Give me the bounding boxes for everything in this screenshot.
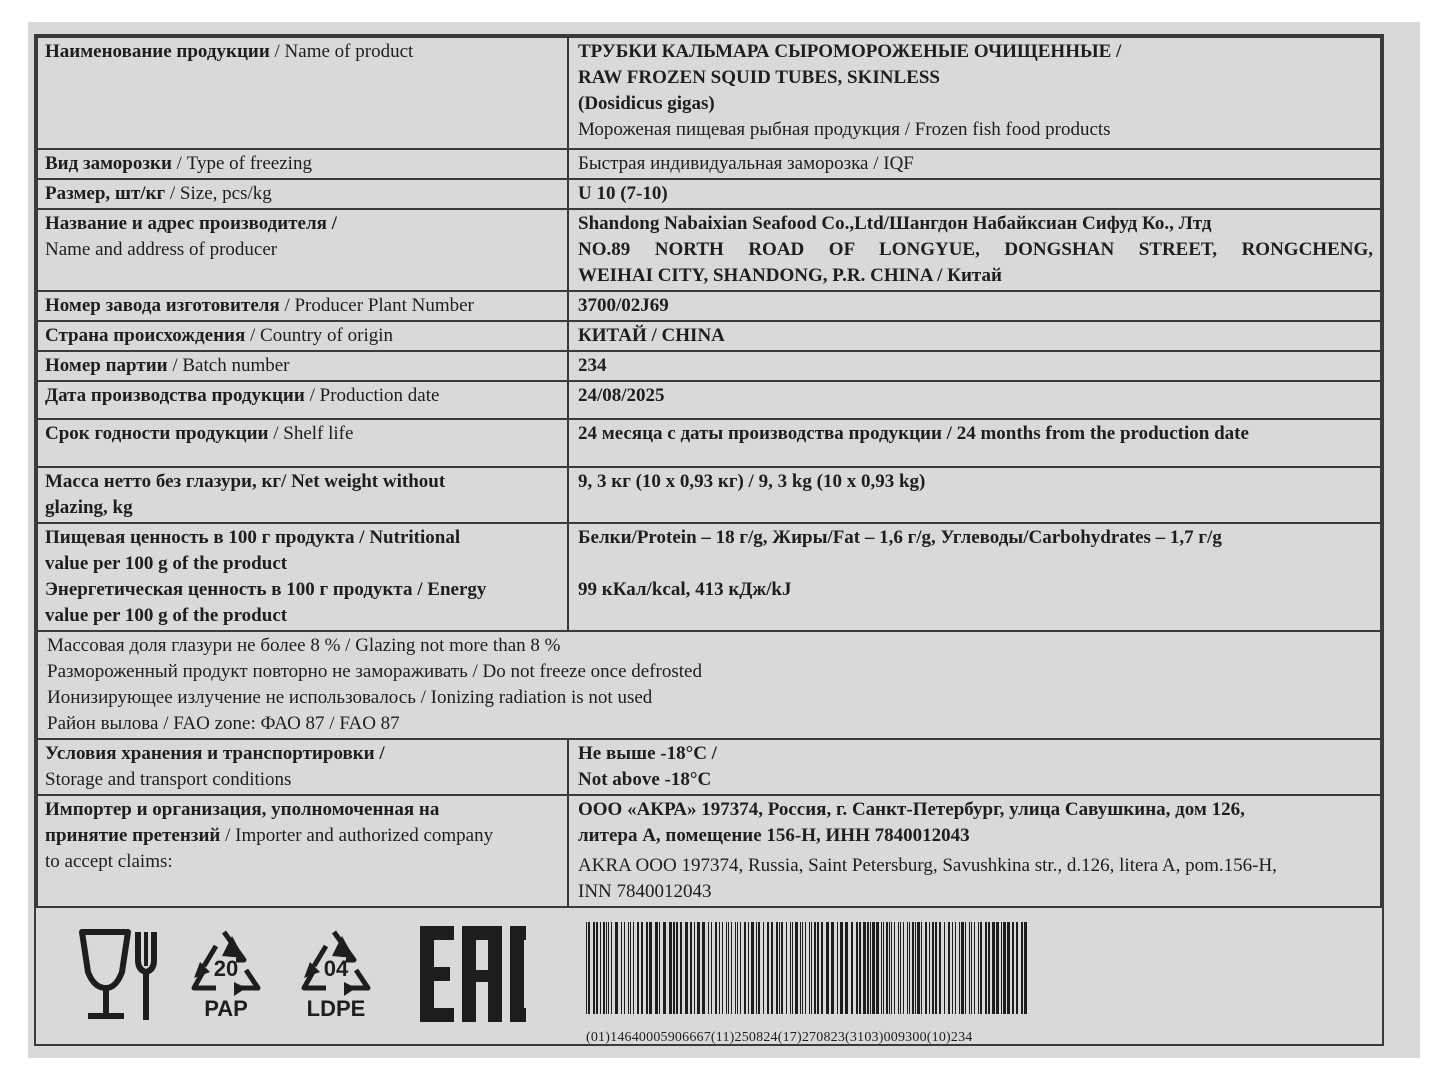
product-label	[34, 34, 1384, 1046]
barcode-bar	[758, 922, 760, 1014]
barcode-bar	[669, 922, 672, 1014]
energy-label-line1: Энергетическая ценность в 100 г продукта / Energy	[45, 579, 487, 600]
barcode-bar	[603, 922, 605, 1014]
barcode-bar	[831, 922, 834, 1014]
producer-label-ru: Название и адрес производителя /	[45, 213, 337, 234]
barcode-bar	[959, 922, 960, 1014]
barcode-bar	[715, 922, 717, 1014]
product-category: Мороженая пищевая рыбная продукция / Frozen fish food products	[578, 119, 1111, 140]
barcode-bar	[894, 922, 895, 1014]
barcode-bar	[588, 922, 590, 1014]
row-production-date	[37, 381, 1381, 419]
barcode-bar	[948, 922, 950, 1014]
row-country	[37, 321, 1381, 351]
barcode-bar	[624, 922, 625, 1014]
shelf-life-label-en: / Shelf life	[268, 423, 354, 444]
nutrition-value: Белки/Protein – 18 г/g, Жиры/Fat – 1,6 г/g, Углеводы/Carbohydrates – 1,7 г/g	[578, 527, 1222, 548]
barcode-bar	[985, 922, 987, 1014]
production-date-label-ru: Дата производства продукции	[45, 385, 305, 406]
importer-ru-line2: литера А, помещение 156-Н, ИНН 7840012043	[578, 825, 970, 846]
barcode-bar	[608, 922, 609, 1014]
barcode-bar	[909, 922, 910, 1014]
barcode-bar	[932, 922, 934, 1014]
row-size	[37, 179, 1381, 209]
importer-label-line2-reg: / Importer and authorized company	[220, 825, 494, 846]
barcode-bar	[978, 922, 979, 1014]
storage-label-ru: Условия хранения и транспортировки /	[45, 743, 385, 764]
row-shelf-life	[37, 419, 1381, 467]
barcode-bar	[898, 922, 899, 1014]
barcode-bar	[702, 922, 705, 1014]
plant-label-en: / Producer Plant Number	[279, 295, 474, 316]
freezing-value: Быстрая индивидуальная заморозка / IQF	[578, 153, 914, 174]
barcode-bar	[655, 922, 658, 1014]
barcode-bar	[925, 922, 927, 1014]
barcode-bar	[697, 922, 700, 1014]
barcode-bar	[719, 922, 720, 1014]
producer-address-line2: WEIHAI CITY, SHANDONG, P.R. CHINA / Китай	[578, 265, 1002, 286]
barcode-bars	[586, 922, 1034, 1014]
barcode-bar	[659, 922, 660, 1014]
importer-label-line3: to accept claims:	[45, 851, 173, 872]
barcode-bar	[805, 922, 806, 1014]
barcode-bar	[939, 922, 941, 1014]
freezing-label-ru: Вид заморозки	[45, 153, 172, 174]
barcode-bar	[593, 922, 595, 1014]
barcode-bar	[735, 922, 736, 1014]
barcode-bar	[630, 922, 631, 1014]
barcode-bar	[840, 922, 843, 1014]
barcode-text: (01)14640005906667(11)250824(17)270823(3103)009300(10)234	[586, 1030, 973, 1045]
note-glazing: Массовая доля глазури не более 8 % / Glazing not more than 8 %	[47, 635, 561, 656]
barcode-bar	[929, 922, 930, 1014]
country-label-en: / Country of origin	[245, 325, 394, 346]
storage-value-en: Not above -18°C	[578, 769, 712, 790]
note-radiation: Ионизирующее излучение не использовалось / Ionizing radiation is not used	[47, 687, 653, 708]
producer-address-line1: NO.89 NORTH ROAD OF LONGYUE, DONGSHAN STREET, RONGCHENG,	[578, 239, 1373, 260]
recycle-ldpe-label: LDPE	[306, 996, 366, 1021]
row-storage	[37, 739, 1381, 795]
eac-mark-icon	[420, 926, 526, 1022]
row-product-name	[37, 37, 1381, 149]
barcode-bar	[903, 922, 904, 1014]
barcode-bar	[628, 922, 629, 1014]
row-batch	[37, 351, 1381, 381]
barcode-bar	[965, 922, 966, 1014]
barcode-bar	[633, 922, 634, 1014]
barcode-bar	[685, 922, 688, 1014]
barcode-bar	[740, 922, 741, 1014]
barcode-bar	[883, 922, 884, 1014]
barcode-bar	[586, 922, 587, 1014]
barcode-bar	[708, 922, 709, 1014]
barcode-bar	[915, 922, 916, 1014]
barcode-bar	[876, 922, 879, 1014]
importer-en-line2: INN 7840012043	[578, 881, 712, 902]
barcode-bar	[859, 922, 861, 1014]
row-notes	[37, 631, 1381, 739]
barcode-bar	[763, 922, 764, 1014]
size-label-ru: Размер, шт/кг	[45, 183, 166, 204]
barcode-bar	[663, 922, 666, 1014]
row-nutrition	[37, 523, 1381, 631]
barcode-bar	[744, 922, 746, 1014]
barcode-bar	[988, 922, 990, 1014]
size-value: U 10 (7-10)	[578, 183, 668, 204]
barcode-bar	[856, 922, 858, 1014]
barcode-bar	[779, 922, 780, 1014]
barcode-bar	[996, 922, 999, 1014]
barcode-bar	[886, 922, 888, 1014]
net-weight-label-line1: Масса нетто без глазури, кг/ Net weight without	[45, 471, 446, 492]
glass-fork-icon	[82, 932, 154, 1020]
barcode-bar	[992, 922, 995, 1014]
barcode-bar	[955, 922, 956, 1014]
barcode-bar	[600, 922, 601, 1014]
importer-label-line1: Импортер и организация, уполномоченная на	[45, 799, 440, 820]
row-importer	[37, 795, 1381, 907]
row-net-weight	[37, 467, 1381, 523]
producer-label-en: Name and address of producer	[45, 239, 278, 260]
product-name-en: RAW FROZEN SQUID TUBES, SKINLESS	[578, 67, 941, 88]
barcode-bar	[900, 922, 901, 1014]
barcode-bar	[814, 922, 816, 1014]
shelf-life-label-ru: Срок годности продукции	[45, 423, 269, 444]
barcode-bar	[776, 922, 778, 1014]
plant-label-ru: Номер завода изготовителя	[45, 295, 280, 316]
barcode-bar	[731, 922, 732, 1014]
barcode-bar	[711, 922, 712, 1014]
barcode-bar	[826, 922, 829, 1014]
barcode-bar	[845, 922, 848, 1014]
barcode-bar	[889, 922, 890, 1014]
barcode-bar	[811, 922, 812, 1014]
barcode-bar	[837, 922, 838, 1014]
barcode-bar	[694, 922, 695, 1014]
barcode-bar	[621, 922, 622, 1014]
barcode-bar	[756, 922, 757, 1014]
barcode-bar	[781, 922, 783, 1014]
barcode-bar	[690, 922, 692, 1014]
barcode-bar	[1016, 922, 1018, 1014]
barcode-bar	[817, 922, 819, 1014]
barcode-bar	[771, 922, 773, 1014]
barcode-bar	[881, 922, 882, 1014]
energy-label-line2: value per 100 g of the product	[45, 605, 288, 626]
production-date-value: 24/08/2025	[578, 385, 665, 406]
barcode-bar	[1024, 922, 1027, 1014]
barcode-bar	[1021, 922, 1023, 1014]
importer-en-line1: AKRA OOO 197374, Russia, Saint Petersburg, Savushkina str., d.126, litera A, pom.156-H,	[578, 855, 1277, 876]
size-label-en: / Size, pcs/kg	[165, 183, 272, 204]
product-species: (Dosidicus gigas)	[578, 93, 715, 114]
barcode	[586, 922, 1034, 1051]
symbols-panel	[36, 908, 1382, 1044]
barcode-bar	[969, 922, 970, 1014]
barcode-bar	[795, 922, 798, 1014]
producer-name: Shandong Nabaixian Seafood Co.,Ltd/Шангдон Набайксиан Сифуд Ко., Лтд	[578, 213, 1212, 234]
barcode-bar	[891, 922, 892, 1014]
recycle-ldpe-number: 04	[323, 956, 349, 981]
barcode-bar	[606, 922, 607, 1014]
barcode-bar	[912, 922, 914, 1014]
barcode-bar	[870, 922, 871, 1014]
batch-label-ru: Номер партии	[45, 355, 168, 376]
barcode-bar	[971, 922, 972, 1014]
barcode-bar	[809, 922, 810, 1014]
recycle-pap-label: PAP	[204, 996, 248, 1021]
net-weight-label-line2: glazing, kg	[45, 497, 133, 518]
recycle-pap-number: 20	[213, 956, 239, 981]
barcode-bar	[673, 922, 675, 1014]
barcode-bar	[596, 922, 598, 1014]
plant-number-value: 3700/02J69	[578, 295, 669, 316]
barcode-bar	[1001, 922, 1002, 1014]
barcode-bar	[867, 922, 869, 1014]
batch-value: 234	[578, 355, 607, 376]
barcode-bar	[921, 922, 922, 1014]
barcode-bar	[907, 922, 908, 1014]
barcode-bar	[961, 922, 964, 1014]
nutrition-label-line2: value per 100 g of the product	[45, 553, 288, 574]
barcode-bar	[737, 922, 738, 1014]
barcode-bar	[786, 922, 787, 1014]
barcode-bar	[748, 922, 749, 1014]
energy-value: 99 кКал/kcal, 413 кДж/kJ	[578, 579, 792, 600]
barcode-bar	[1003, 922, 1006, 1014]
barcode-bar	[637, 922, 639, 1014]
importer-ru-line1: ООО «АКРА» 197374, Россия, г. Санкт-Петербург, улица Савушкина, дом 126,	[578, 799, 1245, 820]
barcode-bar	[980, 922, 982, 1014]
barcode-bar	[935, 922, 937, 1014]
barcode-bar	[790, 922, 791, 1014]
shelf-life-value: 24 месяца с даты производства продукции / 24 months from the production date	[578, 423, 1249, 444]
production-date-label-en: / Production date	[304, 385, 440, 406]
country-label-ru: Страна происхождения	[45, 325, 246, 346]
barcode-bar	[1012, 922, 1014, 1014]
storage-value-ru: Не выше -18°C /	[578, 743, 717, 764]
barcode-bar	[821, 922, 823, 1014]
country-value: КИТАЙ / CHINA	[578, 325, 725, 346]
barcode-bar	[615, 922, 618, 1014]
barcode-bar	[974, 922, 975, 1014]
batch-label-en: / Batch number	[167, 355, 290, 376]
barcode-bar	[802, 922, 803, 1014]
barcode-bar	[944, 922, 945, 1014]
note-fao-zone: Район вылова / FAO zone: ФАО 87 / FAO 87	[47, 713, 400, 734]
barcode-bar	[863, 922, 866, 1014]
barcode-bar	[800, 922, 801, 1014]
barcode-bar	[676, 922, 678, 1014]
net-weight-value: 9, 3 кг (10 х 0,93 кг) / 9, 3 kg (10 х 0,93 kg)	[578, 471, 926, 492]
barcode-bar	[641, 922, 643, 1014]
row-producer	[37, 209, 1381, 291]
barcode-bar	[917, 922, 920, 1014]
barcode-bar	[646, 922, 648, 1014]
barcode-bar	[1007, 922, 1010, 1014]
barcode-bar	[952, 922, 953, 1014]
nutrition-label-line1: Пищевая ценность в 100 г продукта / Nutritional	[45, 527, 461, 548]
product-name-label-ru: Наименование продукции	[45, 41, 270, 62]
barcode-bar	[792, 922, 793, 1014]
barcode-bar	[680, 922, 682, 1014]
barcode-bar	[722, 922, 723, 1014]
symbols-row	[76, 926, 526, 1034]
row-plant-number	[37, 291, 1381, 321]
importer-label-line2-bold: принятие претензий	[45, 825, 221, 846]
barcode-bar	[767, 922, 769, 1014]
barcode-bar	[751, 922, 754, 1014]
note-defrost: Размороженный продукт повторно не замораживать / Do not freeze once defrosted	[47, 661, 702, 682]
barcode-bar	[728, 922, 729, 1014]
product-name-label-en: / Name of product	[269, 41, 414, 62]
barcode-bar	[611, 922, 612, 1014]
product-name-ru: ТРУБКИ КАЛЬМАРА СЫРОМОРОЖЕНЫЕ ОЧИЩЕННЫЕ /	[578, 41, 1122, 62]
storage-label-en: Storage and transport conditions	[45, 769, 292, 790]
row-freezing	[37, 149, 1381, 179]
freezing-label-en: / Type of freezing	[171, 153, 312, 174]
barcode-bar	[851, 922, 853, 1014]
product-info-table	[36, 36, 1382, 908]
barcode-bar	[726, 922, 727, 1014]
barcode-bar	[872, 922, 875, 1014]
barcode-bar	[649, 922, 652, 1014]
